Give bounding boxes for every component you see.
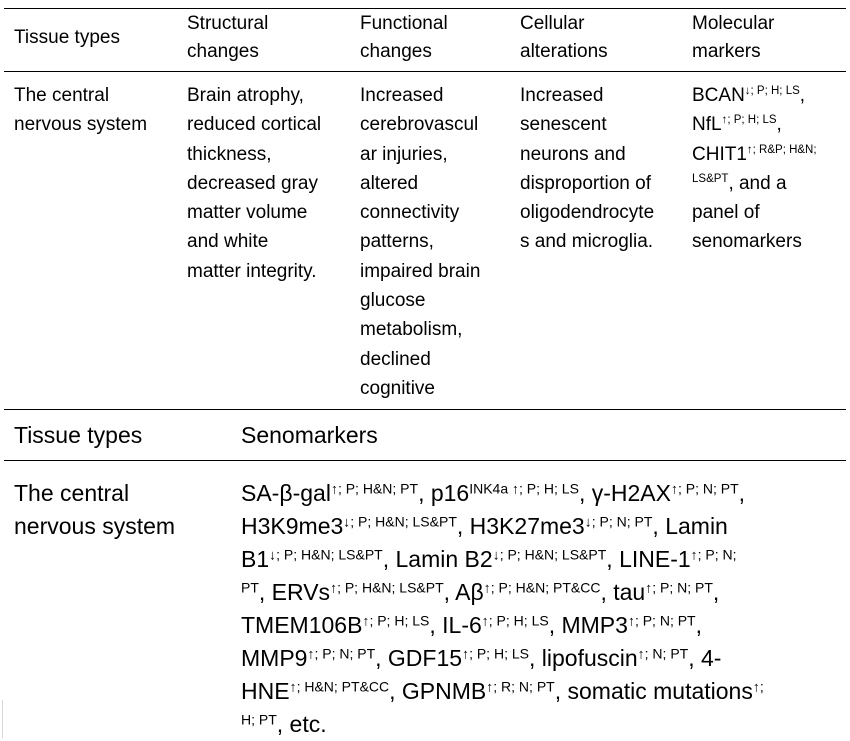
table1-cell-cellular (520, 81, 654, 257)
separator: , (554, 678, 568, 704)
senomarker-line (241, 576, 764, 609)
header-line: Cellular (520, 13, 585, 34)
table1-header-functional-changes (360, 10, 448, 66)
marker-annotation: ↑; P; H; LS (721, 114, 777, 127)
marker-name: HNE (241, 678, 290, 704)
header-line: alterations (520, 41, 608, 62)
table1-cell-structural (187, 81, 321, 286)
separator: , (389, 678, 402, 704)
left-edge-line (2, 700, 3, 738)
marker-annotation: ↓; P; N; PT (584, 513, 653, 530)
table-divider-rule (4, 409, 846, 410)
cell-line: ar injuries, (360, 143, 448, 165)
cell-line: panel of (692, 202, 760, 224)
header-line: changes (187, 41, 259, 62)
marker-annotation: ↑; P; N; PT (670, 480, 739, 497)
separator: , (429, 612, 443, 638)
marker-annotation: ↑; R&P; H&N; (746, 143, 817, 156)
cell-line: oligodendrocyte (520, 202, 655, 224)
cell-line: thickness, (187, 143, 272, 165)
marker-name: NfL (692, 114, 722, 136)
cell-line: senescent (520, 114, 607, 136)
separator: , (738, 480, 746, 506)
table2-header-tissue-types: Tissue types (14, 422, 143, 448)
marker-name: lipofuscin (541, 645, 638, 671)
marker-annotation: ↓; P; H; LS (744, 84, 800, 97)
marker-annotation: INK4a ↑; P; H; LS (469, 480, 579, 497)
marker-name: LINE-1 (619, 546, 691, 572)
marker-name: MMP3 (561, 612, 628, 638)
marker-name: SA-β-gal (241, 480, 331, 506)
marker-name: γ-H2AX (591, 480, 671, 506)
separator: , (375, 645, 388, 671)
separator: , (600, 579, 614, 605)
marker-annotation: ↑; P; H&N; PT (330, 480, 419, 497)
cell-line: metabolism, (360, 319, 463, 341)
marker-annotation: ↓; P; H&N; LS&PT (343, 513, 457, 530)
separator: , (548, 612, 562, 638)
marker-annotation: ↑; P; H; LS (481, 612, 549, 629)
header-line: markers (692, 41, 761, 62)
marker-name: H3K27me3 (469, 513, 585, 539)
cell-line: Brain atrophy, (187, 85, 304, 106)
marker-annotation: ↑; P; N; PT (627, 612, 696, 629)
separator: , etc. (276, 711, 327, 737)
separator: , (382, 546, 396, 572)
cell-line: decreased gray (187, 172, 318, 194)
cell-line: patterns, (360, 231, 434, 253)
senomarker-line (241, 609, 764, 642)
separator: , (776, 114, 782, 136)
cell-line: cognitive (360, 377, 435, 399)
marker-name: p16 (430, 480, 470, 506)
cell-line: reduced cortical (187, 114, 322, 136)
cell-line: The central (14, 85, 110, 106)
marker-annotation: ↑; R; N; PT (486, 678, 555, 695)
cell-line: s and microglia. (520, 231, 654, 253)
cell-line: Increased (360, 85, 444, 106)
header-line: changes (360, 41, 432, 62)
cell-line: disproportion of (520, 172, 651, 194)
table2-header-rule (4, 460, 846, 461)
marker-name: tau (613, 579, 646, 605)
marker-annotation: ↑; P; H&N; PT&CC (483, 579, 601, 596)
table1-cell-molecular (692, 81, 817, 257)
cell-line: cerebrovascul (360, 114, 479, 136)
separator: , Lamin (652, 513, 728, 539)
marker-annotation: PT (241, 579, 259, 596)
marker-annotation: ↓; P; H&N; LS&PT (492, 546, 607, 563)
marker-name: IL-6 (442, 612, 482, 638)
separator: , and a (728, 172, 787, 194)
separator: , 4- (688, 645, 722, 671)
separator: , (418, 480, 431, 506)
cell-line: nervous system (14, 114, 148, 136)
cell-line: and white (187, 231, 269, 253)
marker-annotation: LS&PT (692, 172, 729, 185)
separator: , (695, 612, 703, 638)
table2-cell-tissue (14, 477, 175, 543)
cell-line (692, 169, 817, 198)
marker-annotation: ↓; P; H&N; LS&PT (269, 546, 383, 563)
table2-header-senomarkers: Senomarkers (241, 422, 378, 448)
senomarker-line (241, 510, 764, 543)
header-line: Tissue types (14, 27, 120, 48)
separator: , (606, 546, 620, 572)
separator: , (578, 480, 592, 506)
marker-name: CHIT1 (692, 143, 747, 165)
senomarker-line (241, 708, 764, 741)
senomarker-line (241, 543, 764, 576)
marker-annotation: ↑; P; H; LS (462, 645, 529, 662)
cell-line: neurons and (520, 143, 626, 165)
cell-line: connectivity (360, 202, 460, 224)
table1-top-rule (4, 8, 846, 9)
marker-annotation: ↑; P; N; (690, 546, 737, 563)
senomarker-line (241, 675, 764, 708)
marker-annotation: ↑; (752, 678, 764, 695)
marker-annotation: ↑; P; N; PT (307, 645, 376, 662)
cell-line: matter integrity. (187, 260, 317, 282)
cell-line: altered (360, 172, 419, 194)
marker-name: TMEM106B (241, 612, 363, 638)
cell-line: glucose (360, 290, 426, 312)
separator: , (528, 645, 542, 671)
header-line: Structural (187, 13, 269, 34)
marker-annotation: ↑; N; PT (637, 645, 689, 662)
table1-header-cellular-alterations (520, 10, 608, 66)
marker-name: Lamin B2 (395, 546, 493, 572)
table1-header-molecular-markers (692, 10, 774, 66)
header-line: Functional (360, 13, 448, 34)
marker-annotation: ↑; H&N; PT&CC (289, 678, 390, 695)
marker-name: BCAN (692, 85, 745, 106)
cell-line: matter volume (187, 202, 308, 224)
table1-cell-tissue (14, 81, 147, 140)
cell-line: senomarkers (692, 231, 802, 253)
table1-header-tissue-types (14, 24, 120, 52)
table2-cell-senomarkers (241, 477, 764, 741)
marker-name: GDF15 (387, 645, 463, 671)
cell-line: impaired brain (360, 260, 481, 282)
marker-name: Aβ (455, 579, 484, 605)
senomarker-line (241, 477, 764, 510)
separator: , (456, 513, 470, 539)
header-line: Molecular (692, 13, 775, 34)
marker-annotation: ↑; P; H&N; LS&PT (330, 579, 444, 596)
senomarker-line (241, 642, 764, 675)
marker-name: MMP9 (241, 645, 308, 671)
marker-name: GPNMB (401, 678, 487, 704)
separator: , (443, 579, 456, 605)
table1-header-structural-changes (187, 10, 268, 66)
cell-line: Increased (520, 85, 604, 106)
marker-name: somatic mutations (567, 678, 753, 704)
marker-annotation: H; PT (241, 711, 277, 728)
marker-annotation: ↑; P; N; PT (645, 579, 713, 596)
marker-name: ERVs (271, 579, 331, 605)
marker-annotation: ↑; P; H; LS (362, 612, 430, 629)
separator: , (258, 579, 272, 605)
cell-line (692, 81, 817, 110)
cell-line: The central (14, 480, 130, 506)
separator: , (799, 85, 806, 106)
table1-header-rule (4, 71, 846, 72)
marker-name: B1 (241, 546, 270, 572)
separator: , (712, 579, 720, 605)
cell-line (692, 140, 817, 169)
cell-line (692, 110, 817, 139)
cell-line: declined (360, 348, 431, 370)
cell-line: nervous system (14, 513, 176, 539)
table1-cell-functional (360, 81, 480, 403)
marker-name: H3K9me3 (241, 513, 344, 539)
